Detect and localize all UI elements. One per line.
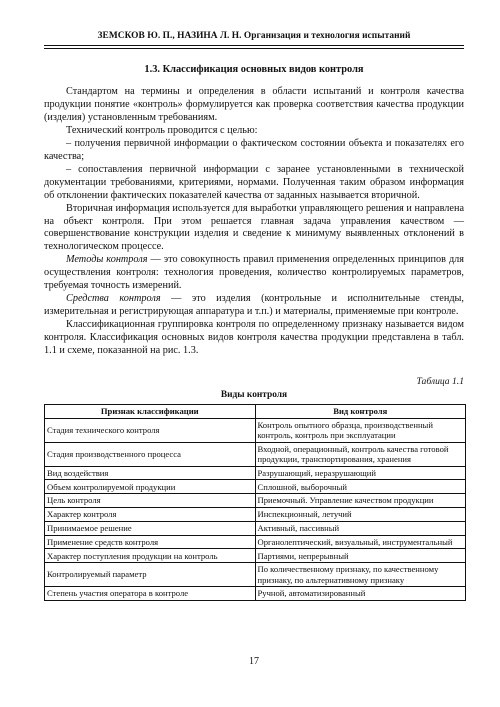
table-row: [45, 494, 466, 508]
criterion-cell: Степень участия оператора в контроле: [45, 587, 256, 601]
running-header: ЗЕМСКОВ Ю. П., НАЗИНА Л. Н. Организация и технология испытаний: [97, 31, 411, 41]
header-rule: [44, 45, 464, 46]
control-type-cell: Контроль опытного образца, производственный контроль, контроль при эксплуатации: [255, 419, 466, 443]
control-type-cell: Приемочный. Управление качеством продукции: [255, 494, 466, 508]
table-row: [45, 466, 466, 480]
definition-methods: — это совокупность правил применения определенных принципов для осуществления контроля: технология проведения, количество контролируемых параметров, требуемая точность измерений.: [44, 254, 465, 292]
paragraph: Вторичная информация используется для выработки управляющего решения и направлена на объект контроля. При этом решается главная задача управления качеством — совершенствование конструкции изделия и сведение к минимуму выявленных отклонений в технологическом процессе.: [44, 202, 464, 253]
term-methods: Методы контроля: [66, 254, 148, 266]
paragraph: [44, 293, 464, 319]
header-control-type: Вид контроля: [255, 405, 466, 419]
paragraph: Классификационная группировка контроля по определенному признаку называется видом контроля. Классификация основных видов контроля качества продукции представлена в табл. 1.1 и схеме, показанной на рис. 1.3.: [44, 319, 464, 357]
criterion-cell: Стадия производственного процесса: [45, 442, 256, 466]
definition-means: — это изделия (контрольные и исполнительные стенды, измерительная и регистрирующая аппаратура и т.п.) и материалы, применяемые при контроле.: [44, 293, 464, 318]
criterion-cell: Характер контроля: [45, 508, 256, 522]
criterion-cell: Цель контроля: [45, 494, 256, 508]
table-caption: Таблица 1.1: [416, 376, 464, 387]
table-row: [45, 480, 466, 494]
control-type-cell: По количественному признаку, по качественному признаку, по альтернативному признаку: [255, 563, 466, 587]
table-row: [45, 563, 466, 587]
control-type-cell: Входной, операционный, контроль качества готовой продукции, транспортирования, хранения: [255, 442, 466, 466]
control-type-cell: Разрушающий, неразрушающий: [255, 466, 466, 480]
control-type-cell: Активный, пассивный: [255, 521, 466, 535]
table-title: Виды контроля: [220, 390, 288, 400]
list-item: – сопоставления первичной информации с заранее установленными в технической документации требованиями, критериями, нормами. Полученная таким образом информация об отклонении фактических показателей качества от заданных называется вторичной.: [44, 163, 464, 201]
term-means: Средства контроля: [66, 293, 161, 305]
criterion-cell: Стадия технического контроля: [45, 419, 256, 443]
paragraph: Стандартом на термины и определения в области испытаний и контроля качества продукции понятие «контроль» формулируется как проверка соответствия качества продукции (изделия) установленным требованиям.: [44, 86, 464, 123]
table-row: [45, 442, 466, 466]
control-type-cell: Органолептический, визуальный, инструментальный: [255, 535, 466, 549]
control-type-cell: Сплошной, выборочный: [255, 480, 466, 494]
criterion-cell: Применение средств контроля: [45, 535, 256, 549]
table-row: [45, 587, 466, 601]
classification-table: [44, 404, 466, 601]
table-row: [45, 535, 466, 549]
criterion-cell: Вид воздействия: [45, 466, 256, 480]
table-row: [45, 419, 466, 443]
criterion-cell: Контролируемый параметр: [45, 563, 256, 587]
paragraph: [44, 254, 464, 293]
table-row: [45, 521, 466, 535]
section-title: 1.3. Классификация основных видов контроля: [144, 64, 364, 75]
criterion-cell: Объем контролируемой продукции: [45, 480, 256, 494]
table-row: [45, 508, 466, 522]
criterion-cell: Принимаемое решение: [45, 521, 256, 535]
paragraph: Технический контроль проводится с целью:: [66, 124, 258, 136]
criterion-cell: Характер поступления продукции на контроль: [45, 549, 256, 563]
table-row: [45, 549, 466, 563]
control-type-cell: Ручной, автоматизированный: [255, 587, 466, 601]
control-type-cell: Инспекционный, летучий: [255, 508, 466, 522]
header-criterion: Признак классификации: [45, 405, 256, 419]
control-type-cell: Партиями, непрерывный: [255, 549, 466, 563]
list-item: – получения первичной информации о фактическом состоянии объекта и показателях его качества;: [44, 137, 464, 162]
page-number: 17: [249, 656, 259, 667]
table-header-row: [45, 405, 466, 419]
header-rule-thin: [44, 48, 464, 49]
body-text: [44, 86, 464, 358]
